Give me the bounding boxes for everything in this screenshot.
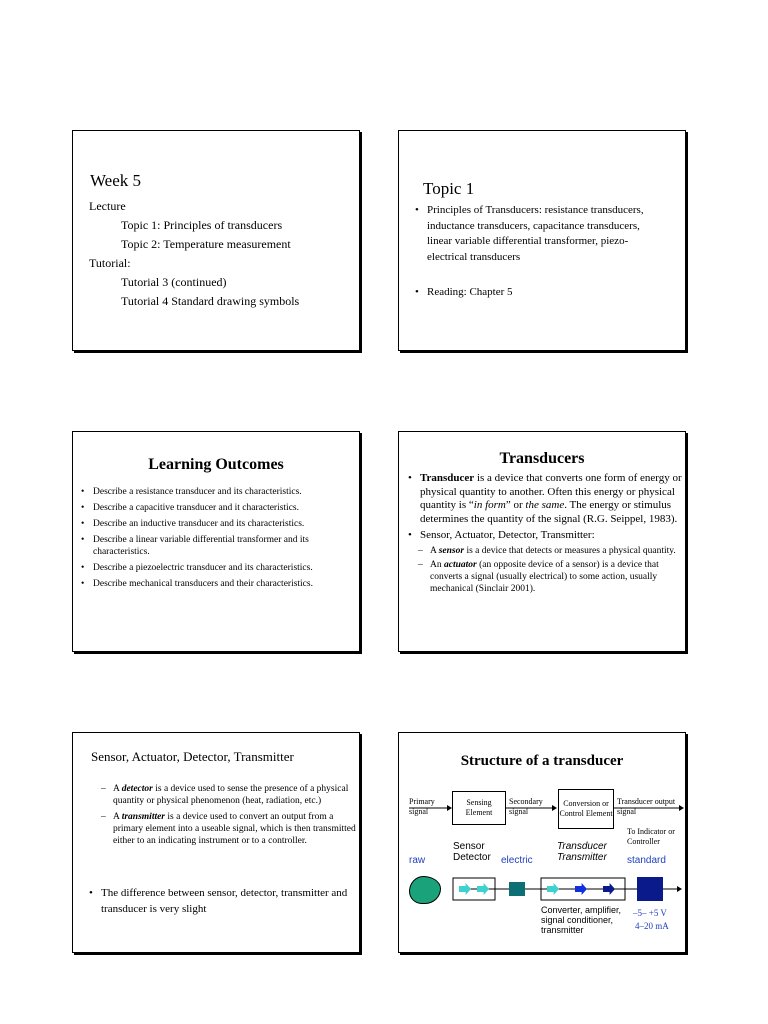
text: An (430, 559, 444, 570)
line-tutorial3: Tutorial 3 (continued) (121, 275, 227, 289)
slide-structure-transducer (398, 732, 686, 953)
label-secondary-signal: Secondary signal (509, 797, 543, 816)
slide-body (415, 203, 645, 301)
line-topic2: Topic 2: Temperature measurement (121, 237, 291, 251)
label-to-indicator: To Indicator or Controller (627, 827, 675, 846)
label-converter-note: Converter, amplifier, signal conditioner, transmitter (541, 905, 622, 935)
slide-transducers (398, 431, 686, 652)
text: Sensor Detector (453, 841, 491, 863)
text-the-same: the same (525, 499, 565, 511)
slide-title: Structure of a transducer (460, 753, 624, 769)
list-item: • Describe an inductive transducer and its characteristics. (81, 518, 351, 530)
slide-week5 (72, 130, 360, 351)
term-actuator: actuator (444, 559, 477, 570)
list-item: • Describe a piezoelectric transducer and its characteristics. (81, 562, 351, 574)
sub-bullet-sensor (418, 545, 682, 557)
text: is a device that detects or measures a physical quantity. (464, 545, 676, 556)
slide-topic1 (398, 130, 686, 351)
label-range-volts: –5– +5 V (633, 908, 667, 918)
label-electric: electric (501, 855, 533, 866)
line-topic1: Topic 1: Principles of transducers (121, 218, 283, 232)
standard-signal-block (637, 877, 663, 901)
slide-learning-outcomes (72, 431, 360, 652)
label-primary-signal: Primary signal (409, 797, 435, 816)
list-item: • Describe a linear variable differential transformer and its characteristics. (81, 534, 351, 558)
text: is a device used to convert an output from a primary element into a useable signal, which is then transmitted either to an indicating instrument or to a controller. (113, 812, 356, 846)
term-transducer: Transducer (420, 472, 475, 484)
bullet-difference (89, 885, 349, 917)
list-item: • Describe a resistance transducer and its characteristics. (81, 486, 351, 498)
text: is a device used to sense the presence of a physical quantity or physical phenomenon (heat, radiation, etc.) (113, 784, 349, 806)
text-in-form: in form (473, 499, 506, 511)
slide-body (89, 197, 299, 311)
slide-title: Learning Outcomes (148, 456, 284, 473)
text: . The energy or stimulus determines the quantity of the signal (R.G. Seippel, 1983). (420, 499, 678, 525)
sensing-element-box: Sensing Element (452, 791, 506, 825)
line-lecture: Lecture (89, 199, 126, 213)
text: (an opposite device of a sensor) is a device that converts a signal (usually electrical) to some action, usually mechanical (Sinclair 2001). (430, 559, 659, 594)
slide-title: Week 5 (90, 171, 142, 190)
label-range-milliamps: 4–20 mA (635, 921, 669, 931)
list-item: • Describe mechanical transducers and their characteristics. (81, 578, 351, 590)
bullet-transducer-def (408, 472, 682, 526)
slide-title: Transducers (499, 450, 585, 467)
electric-signal-block (509, 882, 525, 896)
label-transducer-output: Transducer output signal (617, 797, 676, 816)
bullet-principles: • Principles of Transducers: resistance transducers, inductance transducers, capacitance transducers, linear variable differential transformer, piezo-electrical transducers (415, 203, 645, 265)
slide-sensor-actuator (72, 732, 360, 953)
line-tutorial4: Tutorial 4 Standard drawing symbols (121, 294, 300, 308)
term-sensor: sensor (438, 545, 465, 556)
bullet-reading: • Reading: Chapter 5 (415, 285, 645, 301)
sub-bullet-actuator (418, 559, 682, 595)
term-transmitter: transmitter (121, 812, 166, 822)
line-tutorial: Tutorial: (89, 256, 131, 270)
slide-title: Sensor, Actuator, Detector, Transmitter (91, 749, 294, 764)
text: A (113, 784, 122, 794)
bullet-sensor-list: • Sensor, Actuator, Detector, Transmitter: (408, 529, 682, 543)
bullet-text: • The difference between sensor, detector, transmitter and transducer is very slight (89, 885, 349, 917)
outcomes-list (81, 486, 351, 594)
conversion-element-box: Conversion or Control Element (558, 789, 614, 829)
text: A (430, 545, 439, 556)
slide-body (101, 783, 356, 847)
text: A (113, 812, 122, 822)
slide-title: Topic 1 (423, 179, 475, 198)
text: ” or (505, 499, 526, 511)
label-standard: standard (627, 855, 666, 866)
text: is a device that converts one form of energy or physical quantity to another. Often this energy or physical quantity is “ (420, 472, 682, 511)
label-transducer-transmitter: Transducer Transmitter (557, 841, 607, 863)
term-detector: detector (121, 784, 153, 794)
sub-bullet-transmitter (101, 811, 356, 847)
sub-bullet-detector (101, 783, 356, 807)
slide-body (408, 472, 682, 595)
label-sensor-detector (453, 841, 499, 863)
label-raw: raw (409, 855, 426, 866)
list-item: • Describe a capacitive transducer and it characteristics. (81, 502, 351, 514)
